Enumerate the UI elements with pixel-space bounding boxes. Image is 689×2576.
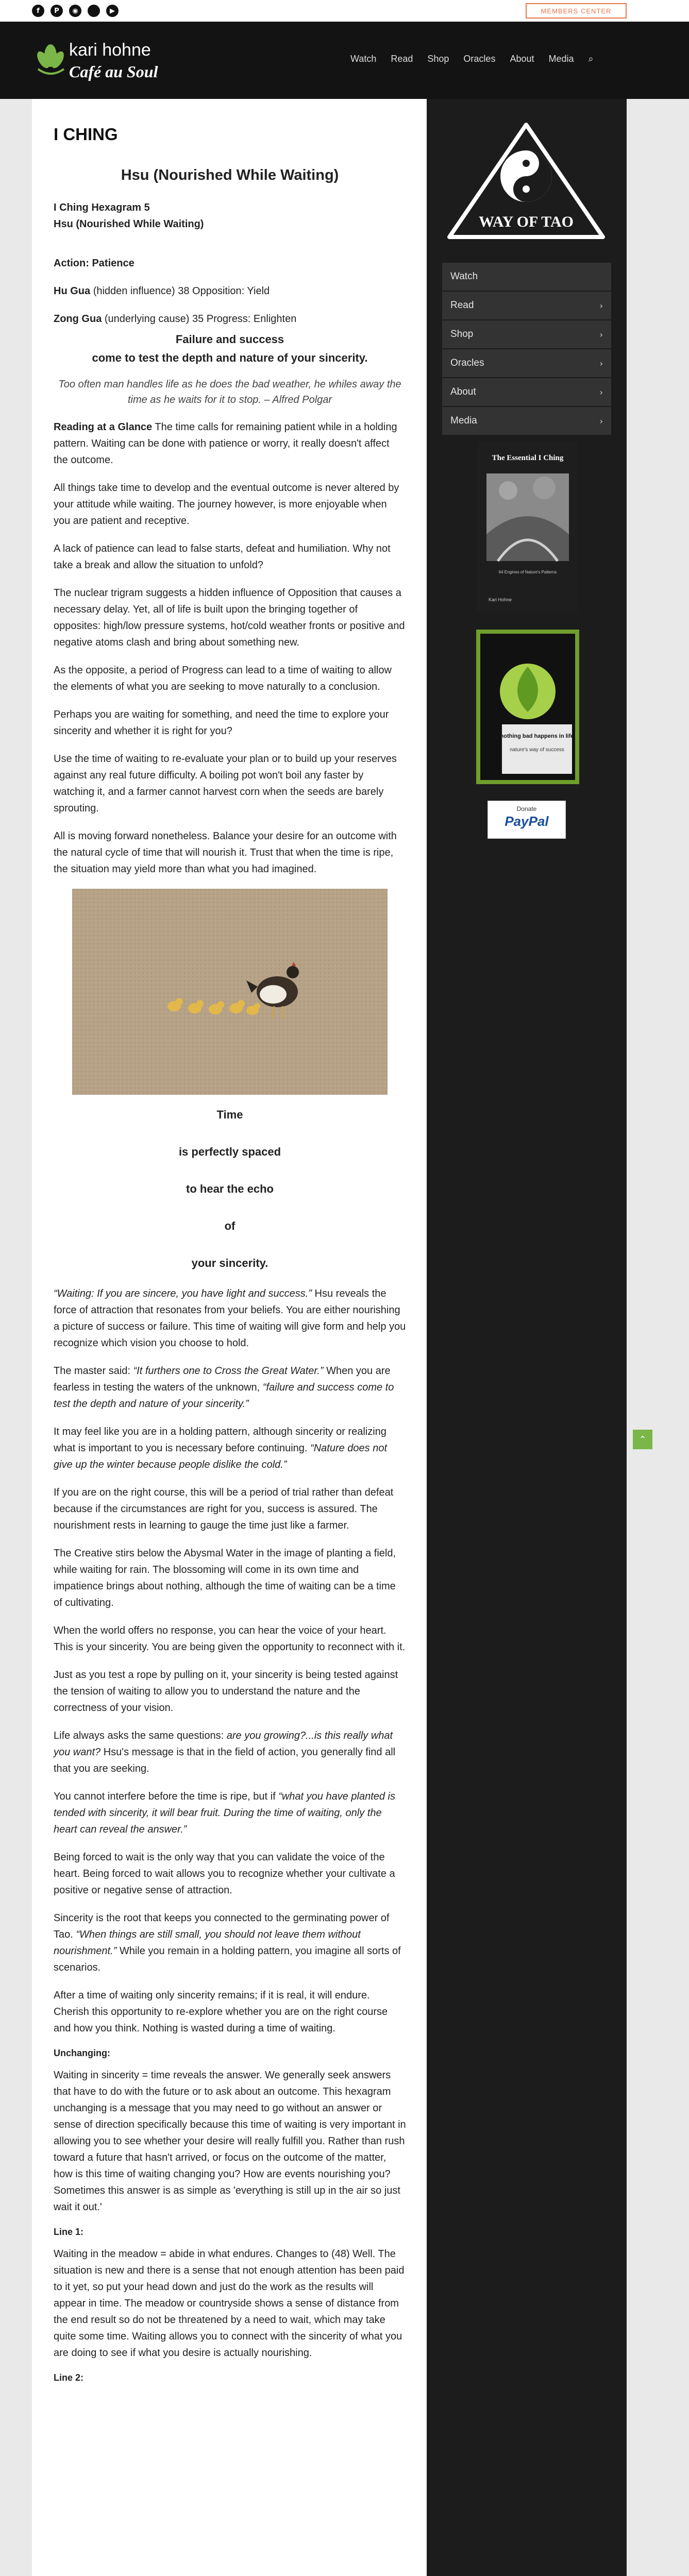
inline-quote: “what you have planted is tended with sincerity, it will bear fruit. During the time of waiting, only the heart can reveal the answer.” (54, 1791, 395, 1835)
site-logo[interactable] (35, 33, 169, 90)
sidebar (427, 99, 627, 2576)
logo-text: WAY OF TAO (479, 213, 574, 230)
inline-quote: “failure and success come to test the depth and nature of your sincerity.” (54, 1382, 394, 1410)
action-value: Patience (92, 258, 135, 269)
line-1-heading: Line 1: (54, 2227, 84, 2237)
book-subtitle: nature's way of success (510, 747, 564, 753)
paragraph: Just as you test a rope by pulling on it, your sincerity is being tested against the tension of waiting to allow you to understand the nature and the correctness of your vision. (54, 1669, 398, 1714)
inline-quote: are you growing?...is this really what you want? (54, 1730, 393, 1758)
motto-line-1: Failure and success (175, 333, 284, 346)
action-line (54, 255, 406, 272)
podcast-icon[interactable]: ◉ (69, 5, 81, 17)
paragraph (54, 1727, 406, 1777)
chevron-up-icon: ⌃ (638, 1434, 647, 1445)
poem-stanza (54, 1108, 406, 1270)
paragraph-text: Sincerity is the root that keeps you connected to the germinating power of Tao. (54, 1912, 390, 1940)
line-1-text: Waiting in the meadow = abide in what endures. Changes to (48) Well. The situation is new and there is a sense that not enough attention has been paid to it yet, so put your head down and just do the work as the results will appear in time. The meadow or countryside shows a sense of distance from the end result so do not be threatened by a need to wait, which may take quite some time. Waiting allows you to connect with the sincerity of what you are doing to see if what you desire is actually nourishing. (54, 2248, 405, 2359)
paragraph-text: You cannot interfere before the time is ripe, but if (54, 1791, 279, 1802)
sidebar-item-oracles[interactable] (442, 349, 611, 378)
stanza-line: your sincerity. (191, 1257, 268, 1269)
paragraph (54, 1910, 406, 1976)
nav-item-media[interactable]: Media (548, 54, 574, 64)
inline-quote: “It furthers one to Cross the Great Water.” (133, 1365, 324, 1377)
hen-and-chicks-photo (72, 889, 388, 1095)
paragraph: All is moving forward nonetheless. Balance your desire for an outcome with the natural cycle of time that will nourish it. Trust that when the time is ripe, the situation may yield more than what you had imagined. (54, 831, 397, 875)
zong-gua-line (54, 311, 406, 327)
paypal-donate-button[interactable] (488, 801, 566, 839)
nav-item-shop[interactable]: Shop (427, 54, 449, 64)
sidebar-item-read[interactable] (442, 292, 611, 320)
hu-gua-text: (hidden influence) 38 Opposition: Yield (93, 285, 270, 297)
unchanging-text: Waiting in sincerity = time reveals the answer. We generally seek answers that have to do with the future or to ask about an outcome. This hexagram unchanging is a message that you may need to go without an answer or sense of direction specifically because this time of waiting is very important in allowing you to see whether your desire will really fulfill you. Rather than rush toward a future that hasn't arrived, or focus on the outcome of the matter, how is this time of waiting changing you? How are events nourishing you? Sometimes this answer is as simple as 'everything is still up in the air so just wait it out.' (54, 2070, 406, 2213)
hexagram-number: I Ching Hexagram 5 (54, 202, 150, 213)
paragraph: Being forced to wait is the only way that you can validate the voice of the heart. Being forced to wait allows you to recognize whether your cultivate a positive or negative sense of attraction. (54, 1852, 395, 1896)
sidebar-item-label: Shop (450, 329, 474, 340)
sidebar-item-label: About (450, 386, 476, 397)
paragraph (54, 1363, 406, 1412)
action-label: Action: (54, 258, 89, 269)
sidebar-menu (442, 263, 611, 436)
chevron-right-icon: › (599, 329, 603, 340)
paragraph-text: It may feel like you are in a holding pattern, although sincerity or realizing what is important to you is necessary before continuing. (54, 1426, 386, 1454)
paragraph: As the opposite, a period of Progress can lead to a time of waiting to allow the elements of what you are seeking to move naturally to a conclusion. (54, 665, 392, 692)
paragraph: If you are on the right course, this will be a period of trial rather than defeat because if the circumstances are right for you, success is assured. The nourishment rests in learning to gauge the time just like a farmer. (54, 1487, 394, 1531)
paragraph (54, 1423, 406, 1473)
paragraph-text: Life always asks the same questions: (54, 1730, 227, 1741)
glance-paragraph (54, 419, 406, 468)
sidebar-item-label: Media (450, 415, 477, 426)
hu-gua-label: Hu Gua (54, 285, 91, 297)
paragraph: The Creative stirs below the Abysmal Water in the image of planting a field, while waiting for rain. The blossoming will come in its own time and impatience brings about nothing, although the time of waiting can be a time of cultivating. (54, 1548, 396, 1608)
essential-i-ching-book[interactable] (477, 442, 578, 612)
book-author: Kari Hohne (489, 597, 512, 602)
inline-quote: “Waiting: If you are sincere, you have light and success.” (54, 1288, 312, 1299)
motto-line-2: come to test the depth and nature of your sincerity. (92, 351, 368, 364)
donate-label: Donate (516, 805, 537, 812)
article-content (32, 99, 427, 2576)
sidebar-item-watch[interactable] (442, 263, 611, 292)
nothing-bad-happens-book[interactable] (476, 630, 579, 784)
site-header (0, 22, 689, 99)
brand-tagline: Café au Soul (69, 62, 158, 81)
paragraph-text: When you are fearless in testing the waters of the unknown, (54, 1365, 391, 1393)
apple-icon[interactable] (88, 5, 100, 17)
hu-gua-line (54, 283, 406, 299)
paragraph: Use the time of waiting to re-evaluate your plan or to build up your reserves against any real future difficulty. A boiling pot won't boil any faster by watching it, and a farmer cannot harvest corn when the seeds are barely sprouting. (54, 753, 397, 814)
glance-text: The time calls for remaining patient while in a holding pattern. Waiting can be done with patience or worry, it really doesn't affect the outcome. (54, 421, 397, 466)
way-of-tao-logo[interactable] (442, 115, 610, 244)
sidebar-item-label: Watch (450, 271, 478, 282)
unchanging-heading: Unchanging: (54, 2048, 110, 2058)
sidebar-item-label: Read (450, 300, 474, 311)
hexagram-title: Hsu (Nourished While Waiting) (121, 167, 339, 183)
paragraph (54, 1788, 406, 1838)
lotus-icon (35, 44, 66, 74)
paragraph-text: Hsu reveals the force of attraction that resonates from your beliefs. You are either nourishing a picture of success or failure. This time of waiting will give form and help you recognize which vision you choose to hold. (54, 1288, 406, 1349)
main-nav (350, 54, 594, 64)
zong-gua-text: (underlying cause) 35 Progress: Enlighten (104, 313, 297, 325)
stanza-line: is perfectly spaced (178, 1145, 281, 1158)
nav-item-oracles[interactable]: Oracles (463, 54, 496, 64)
stanza-line: to hear the echo (186, 1182, 274, 1195)
glance-label: Reading at a Glance (54, 421, 153, 433)
pinterest-icon[interactable]: P (51, 5, 63, 17)
hexagram-name: Hsu (Nourished While Waiting) (54, 218, 204, 230)
paypal-logo: PayPal (505, 814, 549, 829)
paragraph: Perhaps you are waiting for something, and need the time to explore your sincerity and whether it is right for you? (54, 709, 389, 737)
paragraph (54, 1285, 406, 1351)
line-2-heading: Line 2: (54, 2372, 84, 2383)
search-icon[interactable]: ⌕ (588, 54, 594, 64)
sidebar-item-label: Oracles (450, 358, 484, 368)
inline-quote: “Nature does not give up the winter because people dislike the cold.” (54, 1443, 388, 1470)
nav-item-watch[interactable]: Watch (350, 54, 377, 64)
zong-gua-label: Zong Gua (54, 313, 102, 325)
nav-item-about[interactable]: About (510, 54, 534, 64)
book-title: The Essential I Ching (492, 454, 564, 462)
chevron-right-icon: › (599, 387, 603, 397)
scroll-to-top-button[interactable] (633, 1430, 652, 1449)
book-subtitle: 64 Engines of Nature's Patterns (498, 570, 557, 574)
paragraph: When the world offers no response, you can hear the voice of your heart. This is your sincerity. You are being given the opportunity to reconnect with it. (54, 1625, 406, 1653)
social-links (32, 5, 119, 17)
chevron-right-icon: › (599, 416, 603, 426)
right-gutter (627, 99, 689, 2576)
paragraph-text: While you remain in a holding pattern, you imagine all sorts of scenarios. (54, 1945, 401, 1973)
stanza-line: Time (216, 1108, 243, 1121)
paragraph-text: The master said: (54, 1365, 133, 1377)
members-center-button[interactable]: MEMBERS CENTER (526, 3, 627, 19)
sidebar-item-shop[interactable] (442, 320, 611, 349)
paragraph: All things take time to develop and the eventual outcome is never altered by your attitude while waiting. The journey however, is more enjoyable when you are patient and receptive. (54, 482, 399, 527)
paragraph: The nuclear trigram suggests a hidden influence of Opposition that causes a necessary delay. Yet, all of life is built upon the bringing together of opposites: high/low pressure systems, hot/cold weather fronts or positive and negative atoms clash and bring about something new. (54, 587, 405, 648)
sidebar-item-about[interactable] (442, 378, 611, 407)
page-title: I CHING (54, 125, 118, 144)
top-bar (0, 0, 689, 22)
paragraph: A lack of patience can lead to false starts, defeat and humiliation. Why not take a break and allow the situation to unfold? (54, 543, 391, 571)
sidebar-item-media[interactable] (442, 407, 611, 436)
polgar-quote: Too often man handles life as he does the bad weather, he whiles away the time as he waits for it to stop. – Alfred Polgar (58, 379, 401, 405)
paragraph-text: Hsu's message is that in the field of action, you generally find all that you are seeking. (54, 1747, 396, 1774)
chevron-right-icon: › (599, 358, 603, 368)
nav-item-read[interactable]: Read (391, 54, 413, 64)
stanza-line: of (224, 1219, 236, 1232)
inline-quote: “When things are still small, you should not leave them without nourishment.” (54, 1929, 361, 1957)
chevron-right-icon: › (599, 300, 603, 311)
paragraph: After a time of waiting only sincerity remains; if it is real, it will endure. Cherish this opportunity to re-explore whether you are on the right course and how you think. Nothing is wasted during a time of waiting. (54, 1990, 388, 2034)
facebook-icon[interactable]: f (32, 5, 44, 17)
brand-name: kari hohne (69, 40, 151, 60)
youtube-icon[interactable]: ▶ (106, 5, 119, 17)
book-title: nothing bad happens in life (500, 733, 574, 739)
